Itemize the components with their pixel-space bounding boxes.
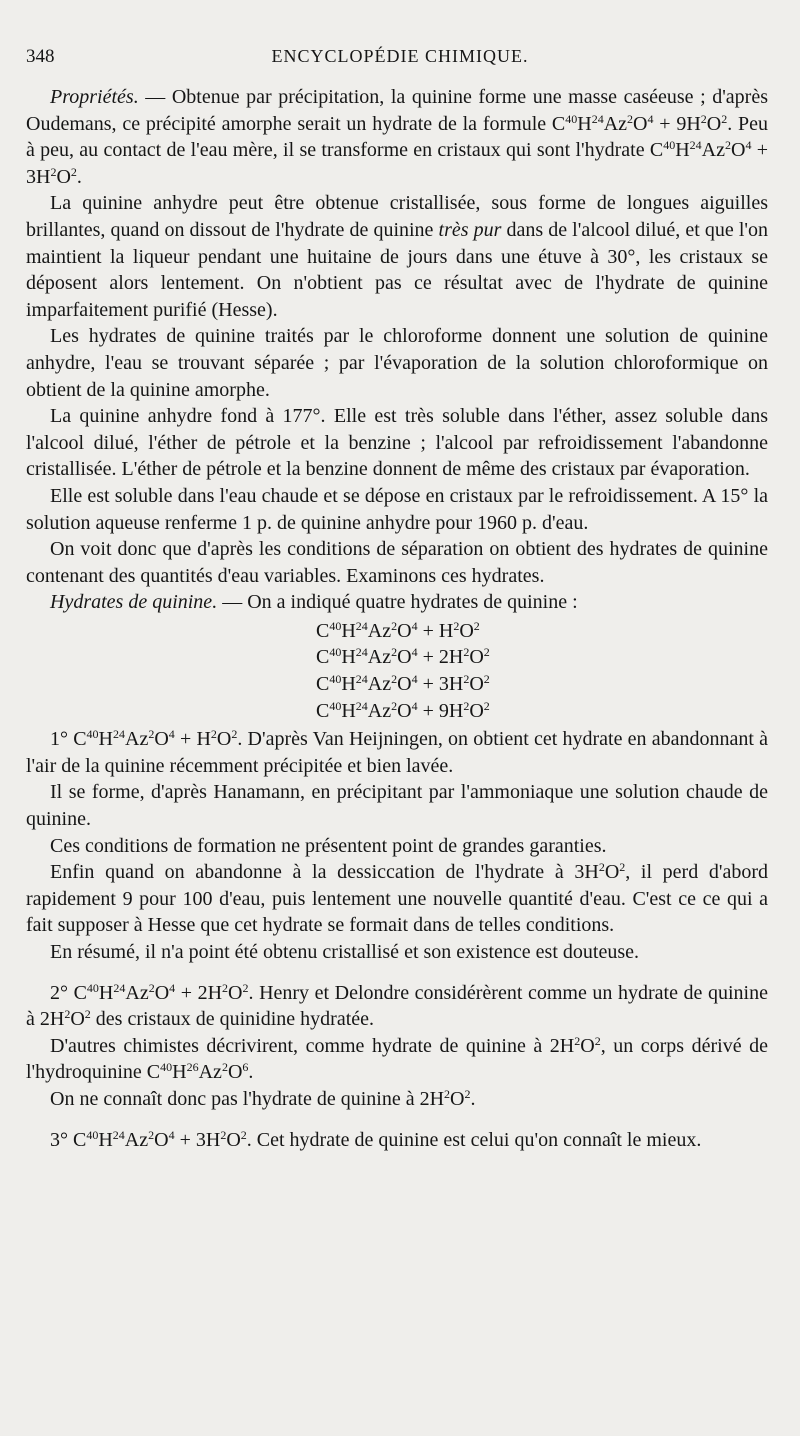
paragraph-proprietes: Propriétés. — Obtenue par précipitation, la quinine forme une masse caséeuse ; d'après Oudemans, ce précipité amorphe serait un hydrate de la formule $C^{40}H^{24}Az^2O^4 + 9H^2O^2$. Peu à peu, au contact de l'eau mère, il se transforme en cristaux qui sont l'hydrate $C^{40}H^{24}Az^2O^4 + 3H^2O^2$. (26, 86, 768, 188)
paragraph-solubilite: Elle est soluble dans l'eau chaude et se dépose en cristaux par le refroidissement. A 15° la solution aqueuse renferme 1 p. de quinine anhydre pour 1960 p. d'eau. (26, 484, 768, 534)
page-header (26, 46, 774, 76)
section-heading: Hydrates de quinine. (50, 591, 218, 614)
formula-line: $C^{40}H^{24}Az^2O^4 + H^2O^2$ (316, 618, 480, 642)
paragraph-garanties: Ces conditions de formation ne présentent point de grandes garanties. (50, 834, 607, 857)
paragraph-conclusion: On ne connaît donc pas l'hydrate de quinine à $2H^2O^2$. (50, 1086, 476, 1110)
paragraph-anhydre: La quinine anhydre peut être obtenue cristallisée, sous forme de longues aiguilles brillantes, quand on dissout de l'hydrate de quinine très pur dans de l'alcool dilué, et que l'on maintient la liqueur pendant une huitaine de jours dans une étuve à 30°, les cristaux se déposent alors lentement. On n'obtient pas ce résultat avec de l'hydrate de quinine imparfaitement purifié (Hesse). (26, 192, 768, 321)
paragraph-dessiccation: Enfin quand on abandonne à la dessiccation de l'hydrate à $3H^2O^2$, il perd d'abord rapidement 9 pour 100 d'eau, puis lentement une nouvelle quantité d'eau. C'est ce ce qui a fait supposer à Hesse que cet hydrate se formait dans de telles conditions. (26, 860, 769, 937)
body-text (26, 84, 768, 1153)
formula-line: $C^{40}H^{24}Az^2O^4 + 3H^2O^2$ (316, 672, 490, 696)
formula-list (316, 618, 768, 724)
page-number: 348 (26, 46, 55, 67)
section-heading: Propriétés. (50, 86, 139, 108)
paragraph-hydrate-2: 2° $C^{40}H^{24}Az^2O^4 + 2H^2O^2$. Henry et Delondre considérèrent comme un hydrate de quinine à $2H^2O^2$ des cristaux de quinidine hydratée. (26, 980, 768, 1031)
running-title: ENCYCLOPÉDIE CHIMIQUE. (271, 46, 529, 66)
paragraph-conditions: On voit donc que d'après les conditions de séparation on obtient des hydrates de quinine contenant des quantités d'eau variables. Examinons ces hydrates. (26, 538, 768, 587)
paragraph-hydroquinine: D'autres chimistes décrivirent, comme hydrate de quinine à $2H^2O^2$, un corps dérivé de l'hydroquinine $C^{40}H^{26}Az^2O^6$. (26, 1033, 768, 1084)
paragraph-hydrate-1: 1° $C^{40}H^{24}Az^2O^4 + H^2O^2$. D'après Van Heijningen, on obtient cet hydrate en abandonnant à l'air de la quinine récemment précipitée et bien lavée. (26, 727, 768, 777)
formula-line: $C^{40}H^{24}Az^2O^4 + 2H^2O^2$ (316, 645, 490, 669)
paragraph-hanamann: Il se forme, d'après Hanamann, en précipitant par l'ammoniaque une solution chaude de quinine. (26, 781, 768, 831)
paragraph-fusion: La quinine anhydre fond à 177°. Elle est très soluble dans l'éther, assez soluble dans l'alcool dilué, l'éther de pétrole et la benzine ; l'alcool par refroidissement l'abandonne cristallisée. L'éther de pétrole et la benzine donnent de même des cristaux par évaporation. (26, 405, 768, 481)
paragraph-resume: En résumé, il n'a point été obtenu cristallisé et son existence est douteuse. (50, 941, 639, 963)
formula-line: $C^{40}H^{24}Az^2O^4 + 9H^2O^2$ (316, 698, 490, 722)
paragraph-hydrate-3: 3° $C^{40}H^{24}Az^2O^4 + 3H^2O^2$. Cet hydrate de quinine est celui qu'on connaît le mieux. (50, 1127, 702, 1151)
paragraph-chloroforme: Les hydrates de quinine traités par le chloroforme donnent une solution de quinine anhydre, l'eau se trouvant séparée ; par l'évaporation de la solution chloroformique on obtient de la quinine amorphe. (26, 325, 768, 401)
paragraph-hydrates: Hydrates de quinine. — On a indiqué quatre hydrates de quinine : (50, 591, 578, 614)
